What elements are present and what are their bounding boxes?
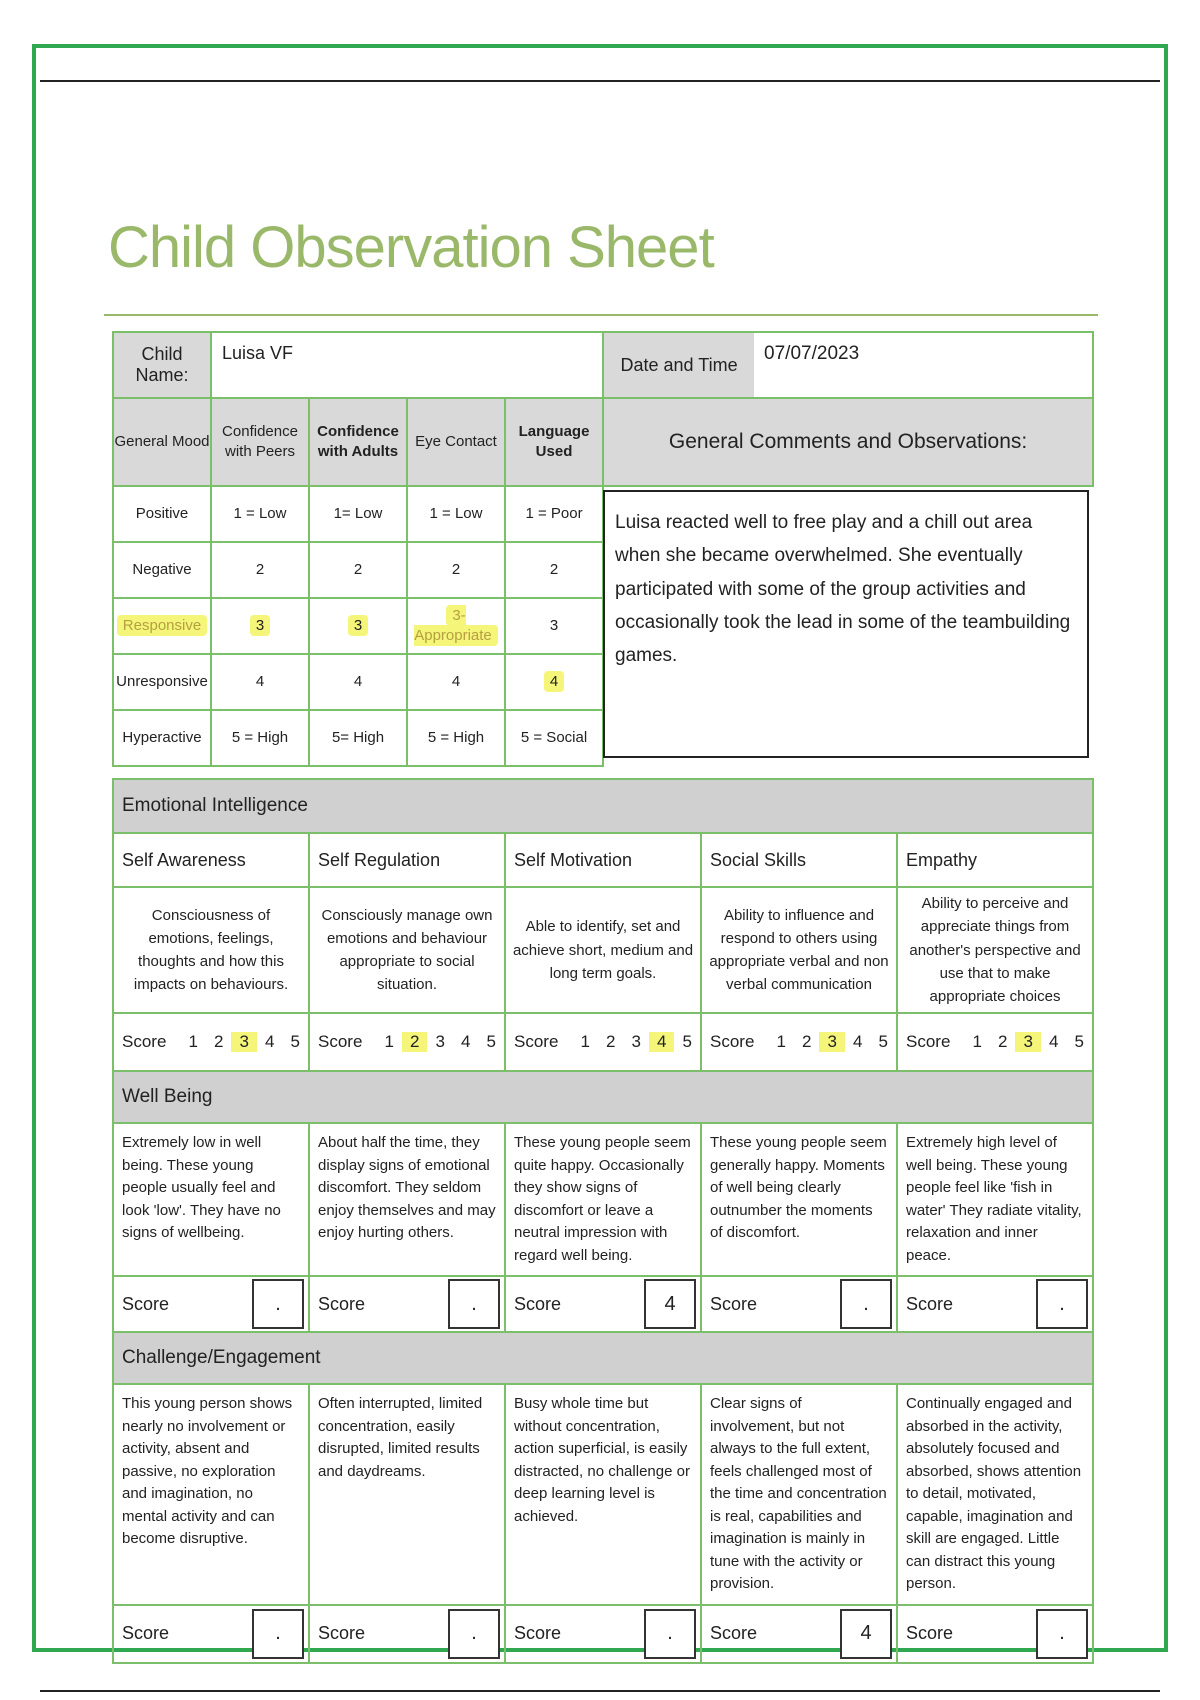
wellbeing-score-row xyxy=(506,1279,700,1329)
score-option[interactable]: 5 xyxy=(1074,1032,1084,1052)
score-option[interactable]: 4 xyxy=(460,1032,471,1052)
score-label: Score xyxy=(906,1623,954,1644)
ei-score-scale xyxy=(702,1032,896,1052)
ei-score-cell xyxy=(897,1013,1093,1071)
comments-header: General Comments and Observations: xyxy=(603,398,1093,486)
wellbeing-score-cell xyxy=(701,1276,897,1332)
challenge-score-row xyxy=(310,1609,504,1659)
score-option[interactable]: 5 xyxy=(486,1032,496,1052)
ei-score-cell xyxy=(309,1013,505,1071)
mood-cell: Unresponsive xyxy=(113,654,211,710)
score-option[interactable]: 2 xyxy=(801,1032,812,1052)
comments-box[interactable]: Luisa reacted well to free play and a chill out area when she became overwhelmed. She eventually participated with some of the group activities and occasionally took the lead in some of the teambuilding games. xyxy=(603,490,1089,758)
wellbeing-description: Extremely high level of well being. These young people feel like 'fish in water' They radiate vitality, relaxation and inner peace. xyxy=(897,1123,1093,1276)
score-option[interactable]: 3 xyxy=(435,1032,445,1052)
section-emotional-intelligence: Emotional Intelligence xyxy=(113,779,1093,833)
score-option[interactable]: 5 xyxy=(682,1032,692,1052)
wellbeing-description: About half the time, they display signs of emotional discomfort. They seldom enjoy themselves and may enjoy hurting others. xyxy=(309,1123,505,1276)
challenge-description: Busy whole time but without concentration, action superficial, is easily distracted, no challenge or deep learning level is achieved. xyxy=(505,1384,701,1605)
score-label: Score xyxy=(710,1623,758,1644)
ei-category-description: Able to identify, set and achieve short, medium and long term goals. xyxy=(505,887,701,1013)
score-label: Score xyxy=(122,1623,170,1644)
score-label: Score xyxy=(122,1032,167,1052)
score-option[interactable]: 4 xyxy=(1048,1032,1059,1052)
ei-category-name: Social Skills xyxy=(701,833,897,887)
mood-cell: 2 xyxy=(407,542,505,598)
ei-score-scale xyxy=(114,1032,308,1052)
ei-category-description: Consciousness of emotions, feelings, thoughts and how this impacts on behaviours. xyxy=(113,887,309,1013)
challenge-score-cell xyxy=(505,1605,701,1663)
date-field[interactable]: 07/07/2023 xyxy=(764,343,860,364)
date-label: Date and Time xyxy=(604,333,754,397)
ei-category-description: Ability to influence and respond to others using appropriate verbal and non verbal communication xyxy=(701,887,897,1013)
wellbeing-score-input[interactable]: . xyxy=(840,1279,892,1329)
wellbeing-score-cell xyxy=(309,1276,505,1332)
mood-cell: 1 = Low xyxy=(407,486,505,542)
wellbeing-description: These young people seem quite happy. Occasionally they show signs of discomfort or leave a neutral impression with regard well being. xyxy=(505,1123,701,1276)
score-option[interactable]: 5 xyxy=(290,1032,300,1052)
challenge-score-input[interactable]: . xyxy=(252,1609,304,1659)
mood-cell: 5= High xyxy=(309,710,407,766)
mood-cell: 4 xyxy=(309,654,407,710)
col-general-mood: General Mood xyxy=(113,398,211,486)
score-label: Score xyxy=(514,1623,562,1644)
score-label: Score xyxy=(318,1032,363,1052)
score-option[interactable]: 2 xyxy=(605,1032,616,1052)
mood-cell-highlighted: 3- Appropriate xyxy=(414,605,498,646)
challenge-score-cell xyxy=(701,1605,897,1663)
score-label: Score xyxy=(318,1293,366,1314)
mood-cell: 2 xyxy=(211,542,309,598)
score-option[interactable]: 1 xyxy=(580,1032,590,1052)
score-label: Score xyxy=(906,1293,954,1314)
challenge-score-cell xyxy=(897,1605,1093,1663)
ei-score-cell xyxy=(701,1013,897,1071)
score-option-selected[interactable]: 3 xyxy=(1015,1032,1041,1052)
mood-cell: 5 = High xyxy=(211,710,309,766)
section-well-being: Well Being xyxy=(113,1071,1093,1123)
wellbeing-description: These young people seem generally happy. Moments of well being clearly outnumber the moments of discomfort. xyxy=(701,1123,897,1276)
mood-cell: 2 xyxy=(505,542,603,598)
score-option[interactable]: 1 xyxy=(384,1032,394,1052)
mood-cell: 5 = High xyxy=(407,710,505,766)
score-option[interactable]: 4 xyxy=(264,1032,275,1052)
score-option-selected[interactable]: 4 xyxy=(649,1032,675,1052)
col-eye-contact: Eye Contact xyxy=(407,398,505,486)
score-label: Score xyxy=(514,1293,562,1314)
score-option[interactable]: 1 xyxy=(188,1032,198,1052)
title-underline xyxy=(104,314,1098,316)
col-language-used: Language Used xyxy=(505,398,603,486)
challenge-score-row xyxy=(114,1609,308,1659)
challenge-score-input[interactable]: 4 xyxy=(840,1609,892,1659)
challenge-description: Often interrupted, limited concentration, easily disrupted, limited results and daydreams. xyxy=(309,1384,505,1605)
challenge-score-input[interactable]: . xyxy=(448,1609,500,1659)
ei-category-name: Self Regulation xyxy=(309,833,505,887)
ei-category-description: Ability to perceive and appreciate things from another's perspective and use that to make appropriate choices xyxy=(897,887,1093,1013)
challenge-score-input[interactable]: . xyxy=(644,1609,696,1659)
mood-cell: 3 xyxy=(505,598,603,654)
score-option[interactable]: 5 xyxy=(878,1032,888,1052)
mood-cell: 1 = Low xyxy=(211,486,309,542)
bottom-rule xyxy=(40,1690,1160,1692)
mood-cell-highlighted: 3 xyxy=(250,615,270,636)
mood-cell: 5 = Social xyxy=(505,710,603,766)
score-option-selected[interactable]: 2 xyxy=(402,1032,428,1052)
mood-cell: 2 xyxy=(309,542,407,598)
wellbeing-score-input[interactable]: . xyxy=(448,1279,500,1329)
score-option[interactable]: 3 xyxy=(631,1032,641,1052)
mood-cell-highlighted: 4 xyxy=(544,671,564,692)
wellbeing-score-input[interactable]: . xyxy=(252,1279,304,1329)
page-title: Child Observation Sheet xyxy=(108,215,714,280)
score-label: Score xyxy=(514,1032,559,1052)
challenge-score-row xyxy=(506,1609,700,1659)
mood-cell: 1= Low xyxy=(309,486,407,542)
wellbeing-score-row xyxy=(114,1279,308,1329)
mood-cell: Negative xyxy=(113,542,211,598)
challenge-score-row xyxy=(898,1609,1092,1659)
mood-cell: Positive xyxy=(113,486,211,542)
mood-cell-highlighted: Responsive xyxy=(117,615,207,636)
score-label: Score xyxy=(122,1293,170,1314)
mood-cell: 1 = Poor xyxy=(505,486,603,542)
ei-score-cell xyxy=(505,1013,701,1071)
ei-category-name: Self Awareness xyxy=(113,833,309,887)
wellbeing-score-cell xyxy=(113,1276,309,1332)
mood-cell: 4 xyxy=(407,654,505,710)
wellbeing-score-input[interactable]: . xyxy=(1036,1279,1088,1329)
mood-cell-highlighted: 3 xyxy=(348,615,368,636)
challenge-score-cell xyxy=(309,1605,505,1663)
ei-score-scale xyxy=(506,1032,700,1052)
child-name-label: Child Name: xyxy=(113,332,211,398)
assessment-table xyxy=(112,778,1094,1664)
section-challenge-engagement: Challenge/Engagement xyxy=(113,1332,1093,1384)
challenge-description: Clear signs of involvement, but not always to the full extent, feels challenged most of the time and concentration is real, capabilities and imagination is mainly in tune with the activity or provision. xyxy=(701,1384,897,1605)
wellbeing-description: Extremely low in well being. These young people usually feel and look 'low'. They have no signs of wellbeing. xyxy=(113,1123,309,1276)
ei-score-scale xyxy=(898,1032,1092,1052)
wellbeing-score-row xyxy=(898,1279,1092,1329)
mood-cell: Hyperactive xyxy=(113,710,211,766)
wellbeing-score-input[interactable]: 4 xyxy=(644,1279,696,1329)
ei-category-name: Self Motivation xyxy=(505,833,701,887)
wellbeing-score-cell xyxy=(505,1276,701,1332)
score-option-selected[interactable]: 3 xyxy=(819,1032,845,1052)
ei-category-name: Empathy xyxy=(897,833,1093,887)
score-option[interactable]: 2 xyxy=(997,1032,1008,1052)
score-option[interactable]: 4 xyxy=(852,1032,863,1052)
score-option[interactable]: 1 xyxy=(972,1032,982,1052)
score-option[interactable]: 1 xyxy=(776,1032,786,1052)
wellbeing-score-row xyxy=(310,1279,504,1329)
score-option[interactable]: 2 xyxy=(213,1032,224,1052)
wellbeing-score-cell xyxy=(897,1276,1093,1332)
score-option-selected[interactable]: 3 xyxy=(231,1032,257,1052)
ei-score-scale xyxy=(310,1032,504,1052)
challenge-score-input[interactable]: . xyxy=(1036,1609,1088,1659)
challenge-description: Continually engaged and absorbed in the activity, absolutely focused and absorbed, shows attention to detail, motivated, capable, imagination and skill are engaged. Little can distract this young person. xyxy=(897,1384,1093,1605)
col-confidence-peers: Confidence with Peers xyxy=(211,398,309,486)
child-name-field[interactable]: Luisa VF xyxy=(211,332,603,398)
ei-score-cell xyxy=(113,1013,309,1071)
ei-category-description: Consciously manage own emotions and behaviour appropriate to social situation. xyxy=(309,887,505,1013)
score-label: Score xyxy=(710,1032,755,1052)
score-label: Score xyxy=(906,1032,951,1052)
score-label: Score xyxy=(710,1293,758,1314)
wellbeing-score-row xyxy=(702,1279,896,1329)
score-label: Score xyxy=(318,1623,366,1644)
challenge-score-row xyxy=(702,1609,896,1659)
mood-cell: 4 xyxy=(211,654,309,710)
challenge-description: This young person shows nearly no involvement or activity, absent and passive, no exploration and imagination, no mental activity and can become disruptive. xyxy=(113,1384,309,1605)
top-rule xyxy=(40,80,1160,82)
challenge-score-cell xyxy=(113,1605,309,1663)
col-confidence-adults: Confidence with Adults xyxy=(309,398,407,486)
